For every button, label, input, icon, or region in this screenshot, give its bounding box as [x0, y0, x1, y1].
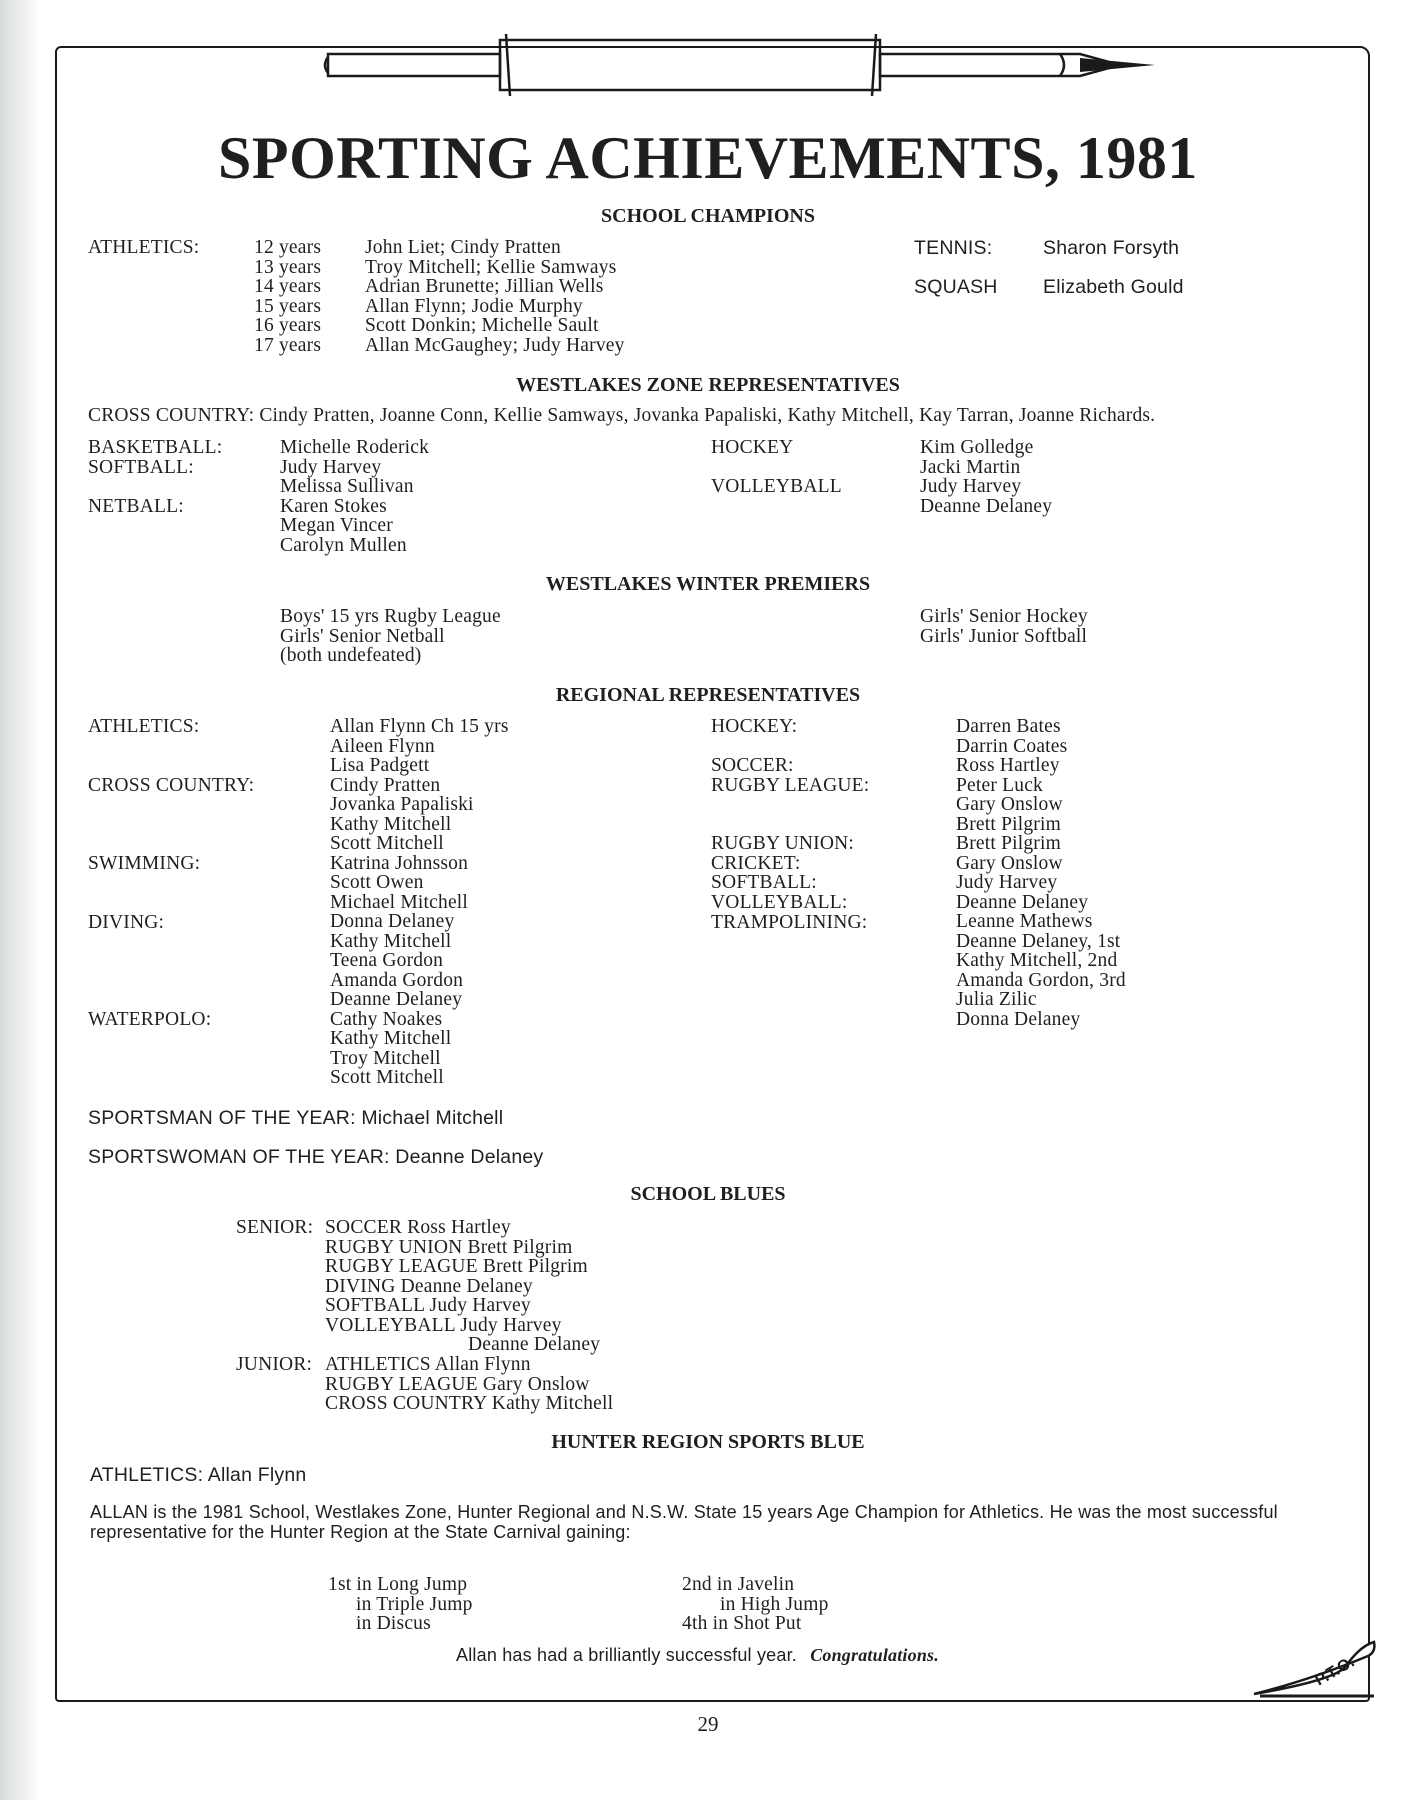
champion-row: Adrian Brunette; Jillian Wells	[365, 276, 604, 297]
champion-row: Troy Mitchell; Kellie Samways	[365, 256, 617, 278]
junior-label: JUNIOR:	[236, 1354, 313, 1375]
premier-team: (both undefeated)	[280, 645, 422, 666]
results-right	[682, 1575, 829, 1634]
regional-right-names	[956, 717, 1126, 1029]
rep-name: Brett Pilgrim	[956, 833, 1061, 854]
regional-trampolining-label: TRAMPOLINING:	[711, 912, 868, 933]
rep-name: Amanda Gordon	[330, 969, 464, 991]
senior-label: SENIOR:	[236, 1217, 314, 1238]
rep-name: Amanda Gordon, 3rd	[956, 969, 1126, 991]
rep-name: Kathy Mitchell, 2nd	[956, 950, 1118, 971]
rep-name: Judy Harvey	[280, 456, 382, 478]
blue-award: DIVING Deanne Delaney	[325, 1275, 533, 1297]
age-row: 17 years	[254, 334, 322, 356]
pencil-icon	[320, 30, 1160, 102]
allan-paragraph-line1: ALLAN is the 1981 School, Westlakes Zone, Hunter Regional and N.S.W. State 15 years Age Champion for Athletics. He was the most successful	[90, 1502, 1278, 1522]
results-left	[328, 1575, 473, 1634]
blue-award: SOFTBALL Judy Harvey	[325, 1295, 531, 1316]
rep-name: Ross Hartley	[956, 755, 1060, 776]
rep-name: Gary Onslow	[956, 794, 1063, 815]
rep-name: Donna Delaney	[956, 1008, 1081, 1030]
sport-label: NETBALL:	[88, 495, 184, 517]
rep-name: Judy Harvey	[920, 476, 1022, 497]
premier-team: Girls' Senior Hockey	[920, 606, 1088, 627]
rep-name: Allan Flynn Ch 15 yrs	[330, 716, 509, 737]
rep-name: Judy Harvey	[956, 872, 1058, 893]
rep-name: Jovanka Papaliski	[330, 794, 474, 815]
regional-softball-label: SOFTBALL:	[711, 872, 817, 893]
blue-award: SOCCER Ross Hartley	[325, 1217, 511, 1238]
rep-name: Deanne Delaney, 1st	[956, 930, 1121, 952]
champion-row: Allan Flynn; Jodie Murphy	[365, 295, 583, 317]
regional-left-names	[330, 717, 509, 1088]
champion-row: John Liet; Cindy Pratten	[365, 237, 561, 258]
rep-name: Megan Vincer	[280, 515, 393, 536]
page-title: SPORTING ACHIEVEMENTS, 1981	[218, 125, 1198, 191]
regional-heading: REGIONAL REPRESENTATIVES	[555, 684, 861, 706]
regional-hockey-label: HOCKEY:	[711, 716, 798, 737]
regional-diving-label: DIVING:	[88, 912, 165, 933]
rep-name: Leanne Mathews	[956, 911, 1093, 932]
rep-name: Scott Mitchell	[330, 833, 444, 854]
hunter-athletics: ATHLETICS: Allan Flynn	[90, 1464, 307, 1486]
winter-premiers-heading: WESTLAKES WINTER PREMIERS	[545, 573, 871, 595]
senior-blue-extra: Deanne Delaney	[468, 1334, 601, 1355]
regional-rugby-league-label: RUGBY LEAGUE:	[711, 775, 870, 796]
sport-label: SOFTBALL:	[88, 456, 194, 478]
rep-name: Teena Gordon	[330, 950, 444, 971]
premiers-right	[920, 607, 1088, 646]
zone-cross-country: CROSS COUNTRY: Cindy Pratten, Joanne Conn, Kellie Samways, Jovanka Papaliski, Kathy Mitchell, Kay Tarran, Joanne Richards.	[88, 405, 1156, 426]
rep-name: Peter Luck	[956, 774, 1044, 796]
zone-right-names	[920, 438, 1052, 516]
rep-name: Darrin Coates	[956, 735, 1068, 757]
closing-text: Allan has had a brilliantly successful year.	[456, 1645, 797, 1665]
rep-name: Melissa Sullivan	[280, 476, 414, 497]
rep-name: Lisa Padgett	[330, 755, 430, 776]
closing-statement	[456, 1645, 939, 1665]
junior-blues	[325, 1355, 613, 1414]
rep-name: Michelle Roderick	[280, 437, 430, 458]
page-number: 29	[697, 1712, 719, 1736]
congratulations-text: Congratulations.	[810, 1645, 939, 1665]
rep-name: Deanne Delaney	[956, 891, 1089, 913]
rep-name: Scott Mitchell	[330, 1067, 444, 1088]
regional-cricket-label: CRICKET:	[711, 853, 801, 874]
blue-award: ATHLETICS Allan Flynn	[325, 1354, 531, 1375]
champion-row: Scott Donkin; Michelle Sault	[365, 315, 599, 336]
age-row: 15 years	[254, 295, 322, 317]
squash-champion: Elizabeth Gould	[1043, 276, 1184, 298]
rep-name: Kathy Mitchell	[330, 1028, 452, 1049]
rep-name: Kathy Mitchell	[330, 813, 452, 835]
page-gutter-shadow	[0, 0, 40, 1800]
premier-team: Boys' 15 yrs Rugby League	[280, 606, 501, 627]
result-row: in Triple Jump	[356, 1593, 473, 1615]
zone-hockey-label: HOCKEY	[711, 437, 794, 458]
age-row: 14 years	[254, 276, 322, 297]
result-row: in High Jump	[720, 1593, 829, 1615]
sportswoman-of-the-year: SPORTSWOMAN OF THE YEAR: Deanne Delaney	[88, 1146, 544, 1168]
athletics-label: ATHLETICS:	[88, 237, 200, 258]
rep-name: Donna Delaney	[330, 911, 455, 932]
senior-blues	[325, 1218, 588, 1335]
regional-rugby-union-label: RUGBY UNION:	[711, 833, 855, 854]
allan-paragraph-line2: representative for the Hunter Region at the State Carnival gaining:	[90, 1522, 631, 1542]
hunter-blue-heading: HUNTER REGION SPORTS BLUE	[551, 1431, 865, 1453]
rep-name: Cathy Noakes	[330, 1008, 443, 1030]
rep-name: Aileen Flynn	[330, 735, 435, 757]
rep-name: Kathy Mitchell	[330, 930, 452, 952]
pto-page-turn-icon	[1250, 1636, 1378, 1702]
rep-name: Carolyn Mullen	[280, 534, 407, 556]
rep-name: Deanne Delaney	[920, 495, 1053, 517]
westlakes-zone-heading: WESTLAKES ZONE REPRESENTATIVES	[516, 374, 900, 396]
rep-name: Brett Pilgrim	[956, 813, 1061, 835]
zone-volleyball-label: VOLLEYBALL	[711, 476, 842, 497]
regional-cross-country-label: CROSS COUNTRY:	[88, 775, 255, 796]
blue-award: VOLLEYBALL Judy Harvey	[325, 1314, 562, 1336]
rep-name: Michael Mitchell	[330, 891, 469, 913]
school-blues-heading: SCHOOL BLUES	[630, 1183, 786, 1205]
tennis-label: TENNIS:	[914, 237, 993, 259]
regional-athletics-label: ATHLETICS:	[88, 716, 200, 737]
blue-award: RUGBY LEAGUE Gary Onslow	[325, 1373, 590, 1395]
rep-name: Julia Zilic	[956, 989, 1037, 1010]
champion-names	[365, 238, 625, 355]
rep-name: Katrina Johnsson	[330, 852, 469, 874]
blue-award: CROSS COUNTRY Kathy Mitchell	[325, 1393, 614, 1414]
rep-name: Darren Bates	[956, 716, 1061, 737]
blue-award: RUGBY LEAGUE Brett Pilgrim	[325, 1256, 588, 1277]
result-row: 2nd in Javelin	[682, 1574, 795, 1595]
pto-label: P.T.O.	[1312, 1653, 1358, 1690]
premiers-left	[280, 607, 501, 666]
rep-name: Jacki Martin	[920, 456, 1021, 478]
age-row: 16 years	[254, 315, 322, 336]
age-row: 12 years	[254, 237, 322, 258]
rep-name: Gary Onslow	[956, 852, 1063, 874]
sport-label	[88, 477, 222, 497]
rep-name: Troy Mitchell	[330, 1047, 441, 1069]
result-row: in Discus	[356, 1613, 431, 1634]
rep-name: Karen Stokes	[280, 495, 387, 517]
zone-left-names	[280, 438, 429, 555]
age-row: 13 years	[254, 256, 322, 278]
rep-name: Cindy Pratten	[330, 774, 441, 796]
blue-award: RUGBY UNION Brett Pilgrim	[325, 1236, 573, 1258]
rep-name: Deanne Delaney	[330, 989, 463, 1010]
champion-row: Allan McGaughey; Judy Harvey	[365, 334, 625, 356]
premier-team: Girls' Junior Softball	[920, 625, 1088, 647]
sport-label: BASKETBALL:	[88, 437, 223, 458]
sportsman-of-the-year: SPORTSMAN OF THE YEAR: Michael Mitchell	[88, 1107, 504, 1129]
regional-waterpolo-label: WATERPOLO:	[88, 1009, 212, 1030]
rep-name: Kim Golledge	[920, 437, 1034, 458]
champion-ages	[254, 238, 321, 355]
tennis-champion: Sharon Forsyth	[1043, 237, 1180, 259]
regional-swimming-label: SWIMMING:	[88, 853, 201, 874]
result-row: 4th in Shot Put	[682, 1613, 802, 1634]
zone-left-labels	[88, 438, 222, 516]
result-row: 1st in Long Jump	[328, 1574, 468, 1595]
regional-volleyball-label: VOLLEYBALL:	[711, 892, 848, 913]
regional-soccer-label: SOCCER:	[711, 755, 794, 776]
squash-label: SQUASH	[914, 276, 998, 298]
premier-team: Girls' Senior Netball	[280, 625, 445, 647]
rep-name: Scott Owen	[330, 872, 424, 893]
school-champions-heading: SCHOOL CHAMPIONS	[601, 205, 815, 227]
